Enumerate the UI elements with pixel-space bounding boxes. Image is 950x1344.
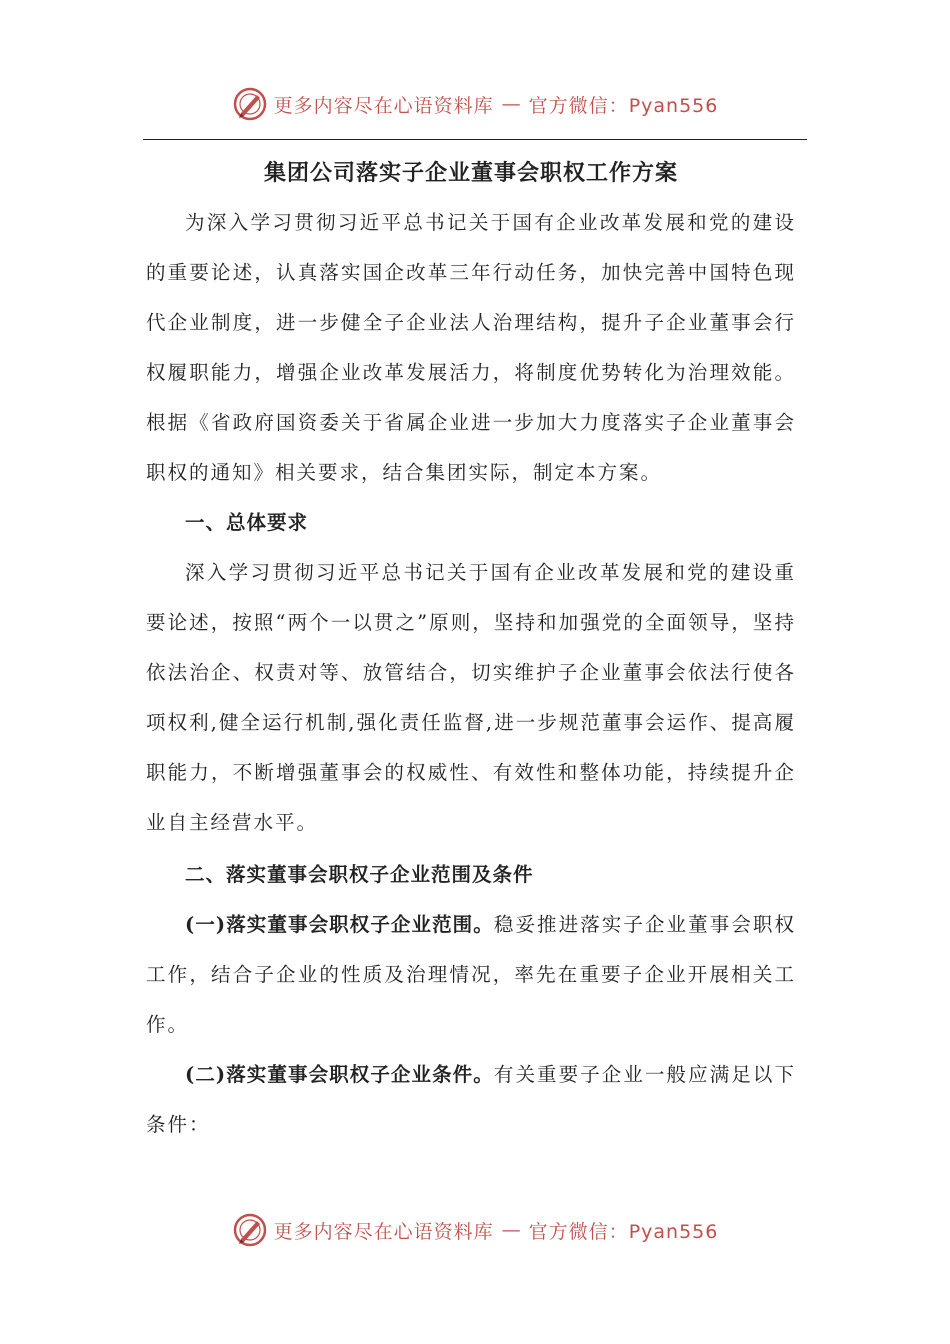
pen-seal-logo-icon [232,1212,268,1248]
section-heading-general-requirements: 一、总体要求 [185,511,309,534]
footer-contact-label: 官方微信： [528,1220,629,1243]
conditions-body: 有关重要子企业一般应满足以下条件： [146,1063,796,1136]
intro-paragraph: 为深入学习贯彻习近平总书记关于国有企业改革发展和党的建设的重要论述，认真落实国企改革三年行动任务，加快完善中国特色现代企业制度，进一步健全子企业法人治理结构，提升子企业董事会行权履职能力，增强企业改革发展活力，将制度优势转化为治理效能。根据《省政府国资委关于省属企业进一步加大力度落实子企业董事会职权的通知》相关要求，结合集团实际，制定本方案。 [146,211,796,484]
footer-contact [529,1217,719,1244]
scope-lead: (一)落实董事会职权子企业范围。 [185,913,494,936]
conditions-lead: (二)落实董事会职权子企业条件。 [185,1063,494,1086]
footer-banner [0,1210,950,1250]
pen-seal-logo-icon [232,86,268,122]
banner-contact-id: Pyan556 [628,94,719,117]
footer-library-text: 更多内容尽在心语资料库 [273,1220,494,1243]
document-title: 集团公司落实子企业董事会职权工作方案 [263,160,678,186]
header-banner [0,84,950,124]
footer-separator: — [501,1219,521,1241]
section-heading-scope-and-conditions: 二、落实董事会职权子企业范围及条件 [185,863,534,886]
scope-body: 稳妥推进落实子企业董事会职权工作，结合子企业的性质及治理情况，率先在重要子企业开展相关工作。 [146,913,796,1036]
banner-separator: — [501,93,521,115]
conditions-paragraph [146,1050,796,1150]
banner-library-text: 更多内容尽在心语资料库 [273,94,494,117]
scope-paragraph [146,900,796,1050]
header-divider [143,139,807,140]
general-requirements-paragraph: 深入学习贯彻习近平总书记关于国有企业改革发展和党的建设重要论述，按照“两个一以贯之”原则，坚持和加强党的全面领导，坚持依法治企、权责对等、放管结合，切实维护子企业董事会依法行使各项权利,健全运行机制,强化责任监督,进一步规范董事会运作、提高履职能力，不断增强董事会的权威性、有效性和整体功能，持续提升企业自主经营水平。 [146,561,796,834]
banner-contact [529,91,719,118]
banner-contact-label: 官方微信： [528,94,629,117]
footer-contact-id: Pyan556 [628,1220,719,1243]
document-body [146,150,796,1150]
